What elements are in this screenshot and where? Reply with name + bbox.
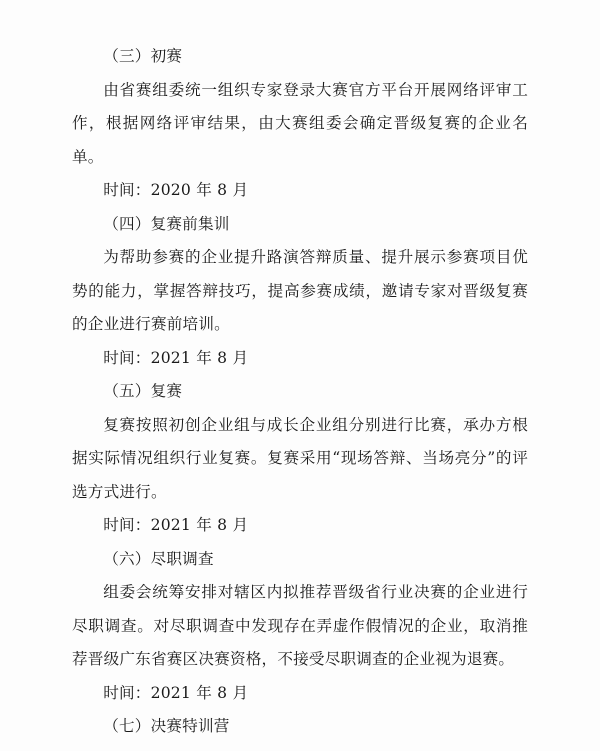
section-heading: （五）复赛	[103, 382, 183, 400]
document-body	[72, 40, 528, 744]
section-time: 时间：2021 年 8 月	[103, 348, 249, 367]
section-heading: （六）尽职调查	[103, 549, 214, 568]
section-paragraph: 为帮助参赛的企业提升路演答辩质量、提升展示参赛项目优势的能力，掌握答辩技巧，提高参赛成绩，邀请专家对晋级复赛的企业进行赛前培训。	[72, 248, 528, 333]
section-heading: （四）复赛前集训	[103, 214, 230, 233]
section-paragraph: 组委会统筹安排对辖区内拟推荐晋级省行业决赛的企业进行尽职调查。对尽职调查中发现存在弄虚作假情况的企业，取消推荐晋级广东省赛区决赛资格，不接受尽职调查的企业视为退赛。	[72, 583, 528, 668]
section-time: 时间：2021 年 8 月	[103, 516, 249, 534]
section-time: 时间：2021 年 8 月	[103, 683, 249, 702]
section-paragraph: 复赛按照初创企业组与成长企业组分别进行比赛，承办方根据实际情况组织行业复赛。复赛采用“现场答辩、当场亮分”的评选方式进行。	[72, 415, 528, 501]
section-heading: （三）初赛	[103, 47, 183, 65]
section-paragraph: 由省赛组委统一组织专家登录大赛官方平台开展网络评审工作，根据网络评审结果，由大赛组委会确定晋级复赛的企业名单。	[72, 80, 528, 166]
section-heading: （七）决赛特训营	[103, 717, 230, 735]
section-time: 时间：2020 年 8 月	[103, 181, 249, 199]
